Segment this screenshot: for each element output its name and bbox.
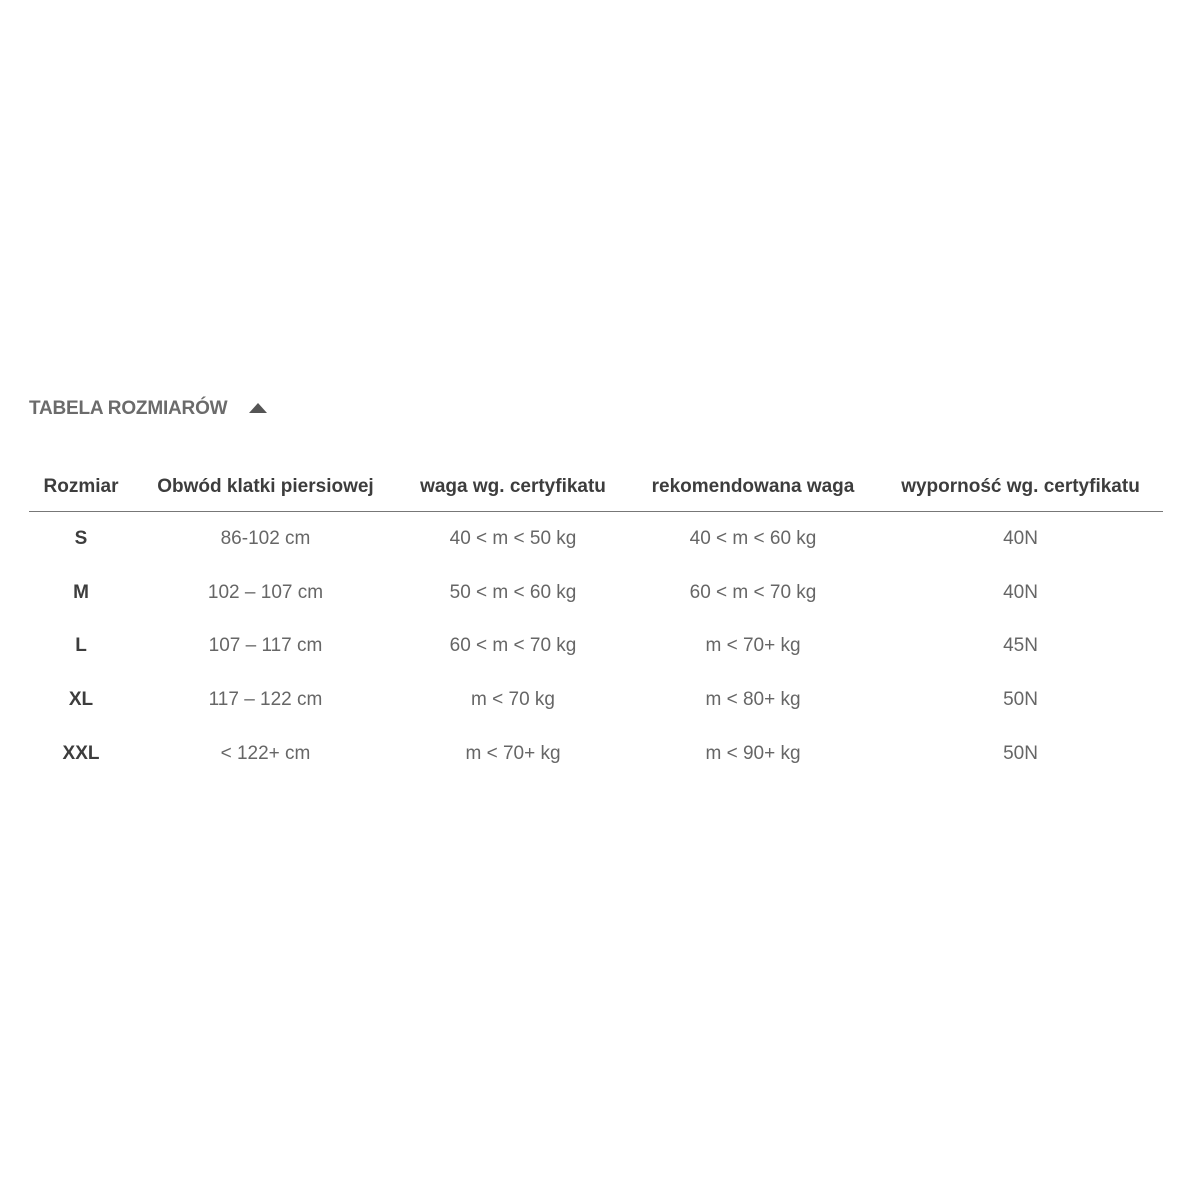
recommended-weight-cell: m < 70+ kg [705,635,801,657]
table-row [29,512,1163,567]
certified-weight-cell: 40 < m < 50 kg [449,528,577,549]
certified-weight-cell: 60 < m < 70 kg [449,635,577,657]
header-recommended-weight: rekomendowana waga [628,463,878,512]
buoyancy-cell: 50N [1003,742,1038,764]
buoyancy-cell: 50N [1003,688,1038,710]
size-table [29,463,1163,780]
recommended-weight-cell: m < 90+ kg [705,742,801,764]
size-cell: M [73,581,89,603]
buoyancy-cell: 40N [1003,528,1038,549]
table-row [29,727,1163,781]
chest-cell: 86-102 cm [220,528,311,549]
buoyancy-cell: 40N [1003,581,1038,603]
certified-weight-cell: 50 < m < 60 kg [449,581,577,603]
caret-up-icon [249,403,267,413]
header-certified-weight: waga wg. certyfikatu [398,463,628,512]
size-cell: L [75,635,87,657]
table-row [29,673,1163,727]
size-cell: XL [68,688,94,710]
size-chart-toggle[interactable] [29,393,1163,425]
chest-cell: < 122+ cm [220,742,311,764]
header-chest-circumference: Obwód klatki piersiowej [133,463,398,512]
size-chart-section [29,393,1163,764]
recommended-weight-cell: 60 < m < 70 kg [689,581,817,603]
size-cell: XXL [62,742,100,764]
header-buoyancy: wyporność wg. certyfikatu [878,463,1163,512]
size-chart-title: TABELA ROZMIARÓW [29,398,228,419]
recommended-weight-cell: 40 < m < 60 kg [689,528,817,549]
recommended-weight-cell: m < 80+ kg [705,688,801,710]
chest-cell: 107 – 117 cm [208,635,323,657]
header-size: Rozmiar [29,463,133,512]
table-header-row [29,463,1163,512]
table-row [29,566,1163,620]
buoyancy-cell: 45N [1003,635,1038,657]
certified-weight-cell: m < 70 kg [471,688,555,710]
table-row [29,620,1163,674]
certified-weight-cell: m < 70+ kg [465,742,561,764]
size-cell: S [74,528,88,549]
chest-cell: 102 – 107 cm [207,581,324,603]
chest-cell: 117 – 122 cm [208,688,323,710]
